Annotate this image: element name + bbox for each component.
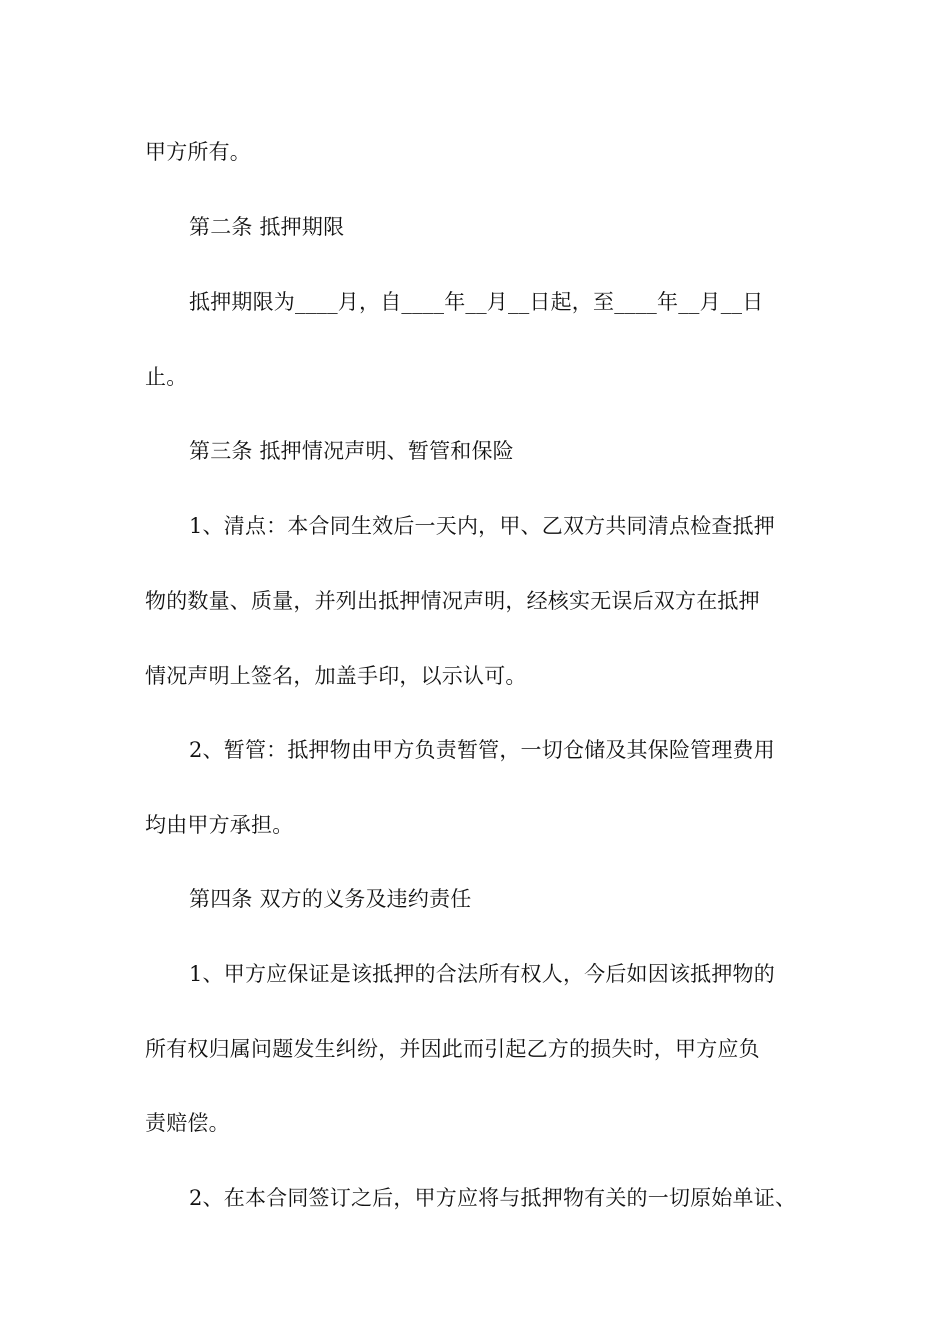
text-line: 2、暂管：抵押物由甲方负责暂管，一切仓储及其保险管理费用 [189, 738, 775, 762]
text-line: 止。 [145, 365, 188, 389]
text-line: 责赔偿。 [145, 1111, 230, 1135]
text-line: 1、甲方应保证是该抵押的合法所有权人，今后如因该抵押物的 [189, 962, 775, 986]
text-line: 所有权归属问题发生纠纷，并因此而引起乙方的损失时，甲方应负 [145, 1037, 760, 1061]
section-heading: 第二条 抵押期限 [189, 215, 345, 239]
text-line: 抵押期限为____月，自____年__月__日起，至____年__月__日 [189, 290, 764, 314]
text-line: 1、清点：本合同生效后一天内，甲、乙双方共同清点检查抵押 [189, 514, 775, 538]
text-line: 均由甲方承担。 [145, 813, 294, 837]
text-line: 2、在本合同签订之后，甲方应将与抵押物有关的一切原始单证、 [189, 1186, 797, 1210]
section-heading: 第三条 抵押情况声明、暂管和保险 [189, 439, 514, 463]
text-line: 情况声明上签名，加盖手印，以示认可。 [145, 664, 527, 688]
text-line: 甲方所有。 [145, 140, 251, 164]
section-heading: 第四条 双方的义务及违约责任 [189, 887, 472, 911]
text-line: 物的数量、质量，并列出抵押情况声明，经核实无误后双方在抵押 [145, 589, 760, 613]
